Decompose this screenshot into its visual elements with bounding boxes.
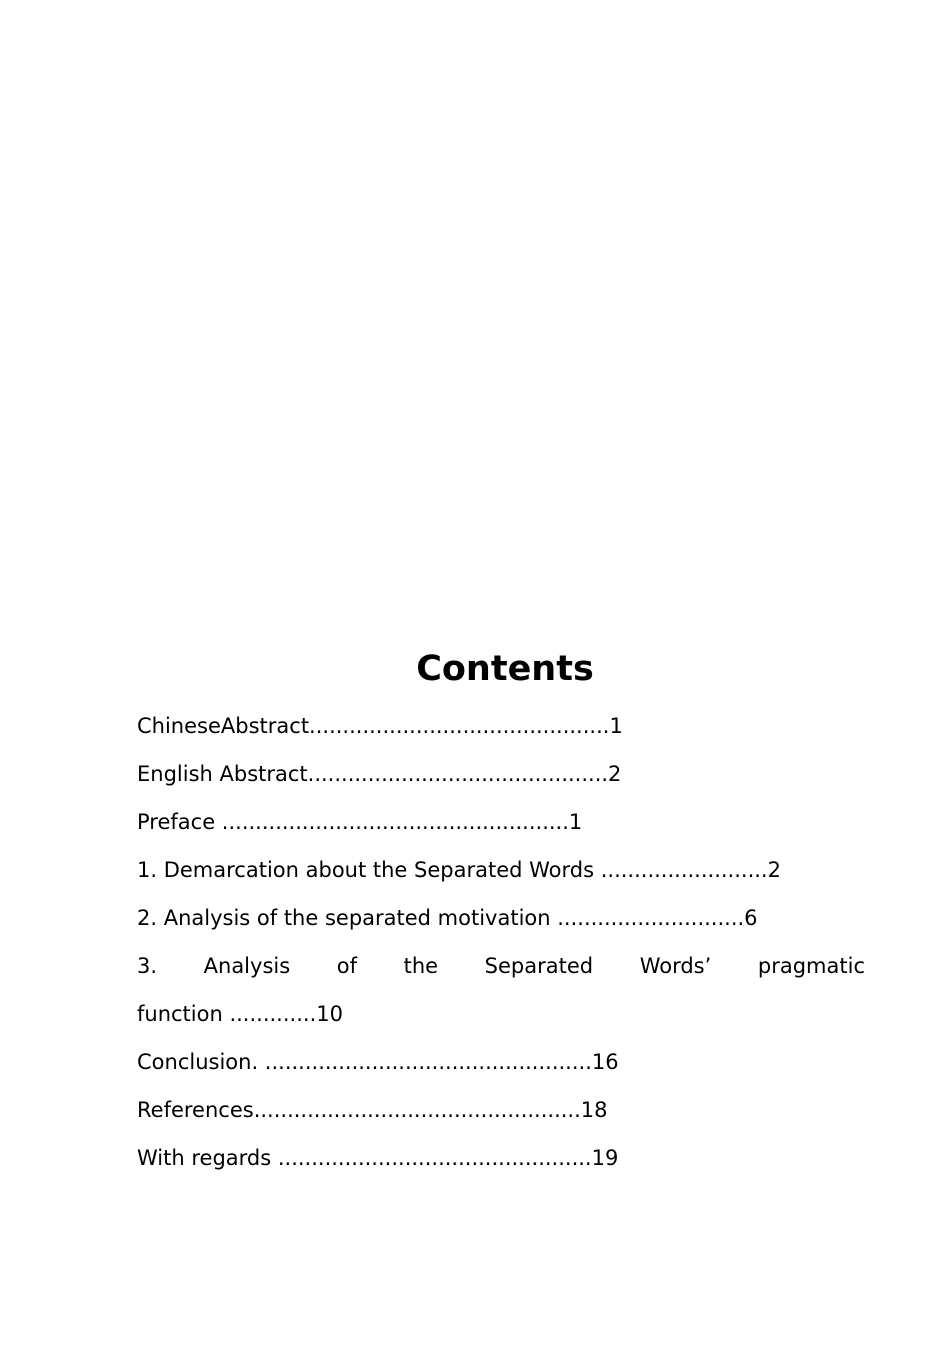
toc-word: pragmatic <box>757 954 865 978</box>
toc-word: Separated <box>484 954 594 978</box>
toc-entry-preface: Preface ....................................................1 <box>137 810 583 834</box>
toc-entry-english-abstract: English Abstract.............................................2 <box>137 762 622 786</box>
toc-entry-demarcation: 1. Demarcation about the Separated Words .........................2 <box>137 858 781 882</box>
toc-word: of <box>336 954 358 978</box>
toc-entry-conclusion: Conclusion. .................................................16 <box>137 1050 619 1074</box>
toc-entry-chinese-abstract: ChineseAbstract.............................................1 <box>137 714 623 738</box>
toc-word: Words’ <box>639 954 712 978</box>
toc-entry-with-regards: With regards ...............................................19 <box>137 1146 619 1170</box>
toc-entry-references: References.................................................18 <box>137 1098 608 1122</box>
table-of-contents <box>137 702 865 1182</box>
toc-entry-pragmatic-function-line2: function .............10 <box>137 1002 343 1026</box>
toc-entry-pragmatic-function-line1 <box>137 942 865 990</box>
toc-word: the <box>403 954 439 978</box>
toc-entry-separated-motivation: 2. Analysis of the separated motivation ............................6 <box>137 906 758 930</box>
toc-word: 3. <box>137 954 158 978</box>
toc-word: Analysis <box>203 954 291 978</box>
contents-title: Contents <box>416 649 594 689</box>
